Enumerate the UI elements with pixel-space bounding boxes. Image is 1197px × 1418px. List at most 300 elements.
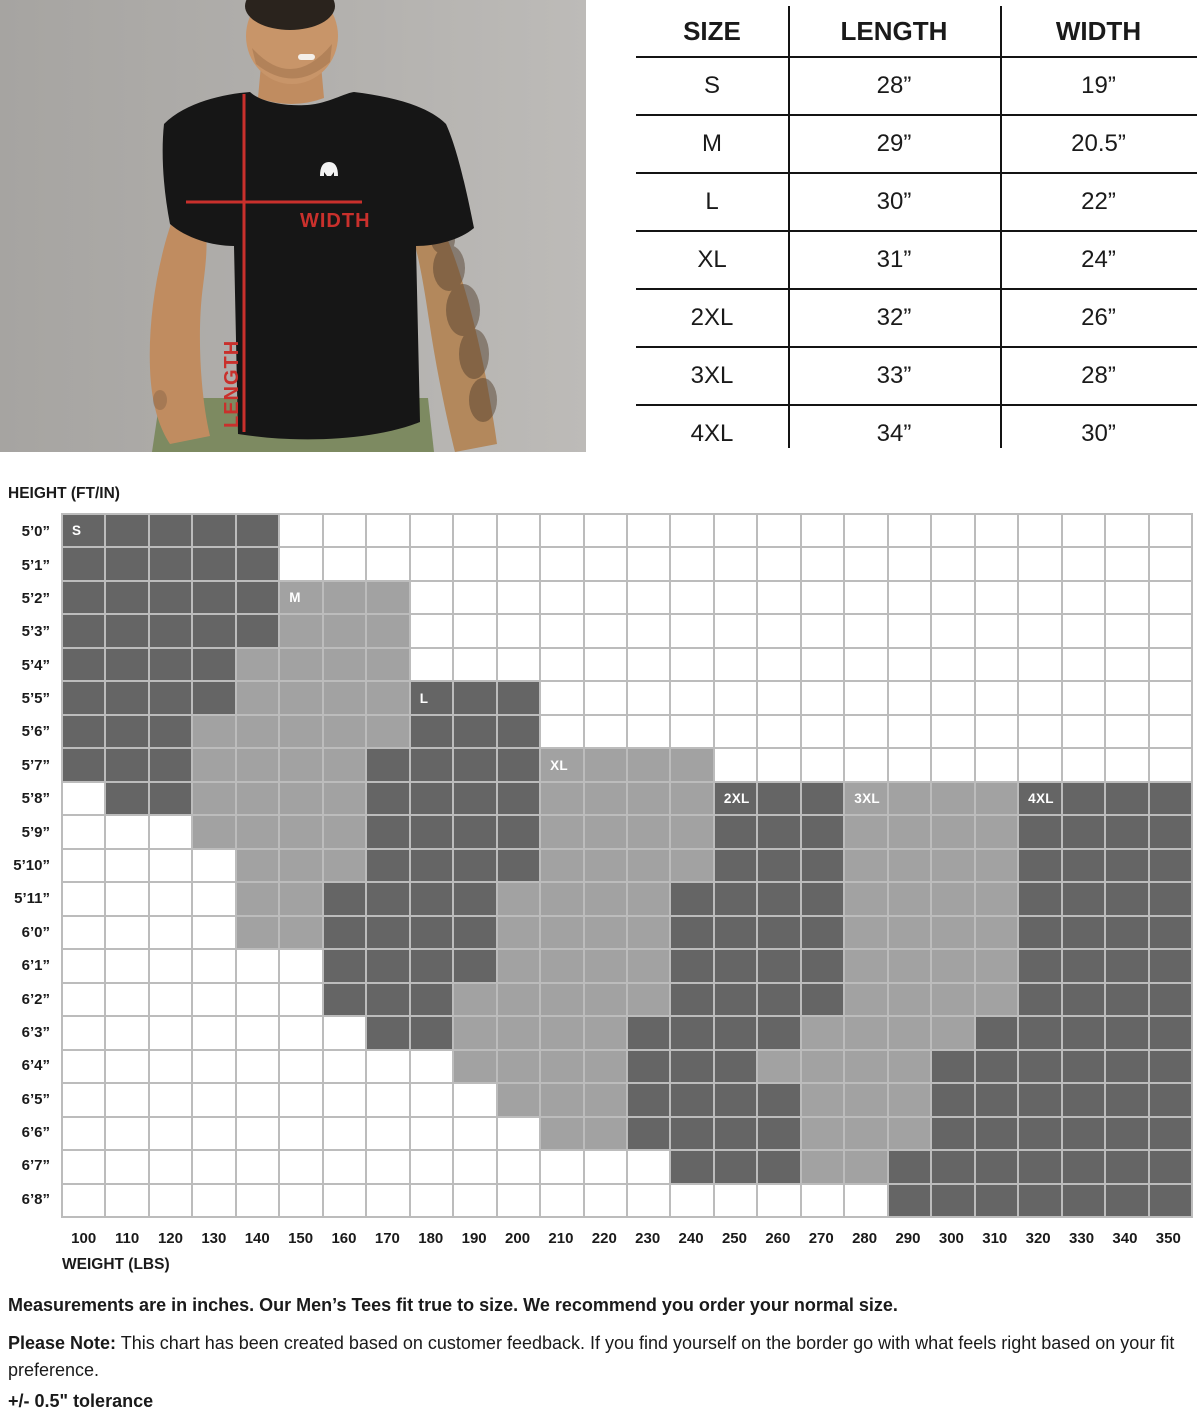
grid-cell — [715, 850, 756, 881]
grid-cell — [411, 749, 452, 780]
grid-cell — [367, 950, 408, 981]
table-row — [636, 172, 1197, 230]
grid-cell — [106, 615, 147, 646]
grid-cell — [932, 1118, 973, 1149]
weight-label: 160 — [331, 1230, 357, 1247]
grid-cell — [628, 1185, 669, 1216]
grid-cell — [280, 1017, 321, 1048]
grid-cell — [454, 1185, 495, 1216]
weight-label: 120 — [157, 1230, 183, 1247]
grid-cell — [585, 682, 626, 713]
grid-cell — [367, 1051, 408, 1082]
height-label: 6’8” — [21, 1190, 50, 1208]
grid-cell — [454, 615, 495, 646]
width-label: WIDTH — [300, 210, 371, 232]
grid-cell — [193, 548, 234, 579]
grid-cell — [585, 816, 626, 847]
grid-cell — [1106, 682, 1147, 713]
grid-cell — [715, 1118, 756, 1149]
grid-cell — [106, 816, 147, 847]
grid-cell — [1063, 749, 1104, 780]
grid-cell — [1150, 615, 1191, 646]
grid-cell — [541, 615, 582, 646]
weight-label: 260 — [765, 1230, 791, 1247]
grid-cell — [802, 548, 843, 579]
grid-cell — [889, 816, 930, 847]
grid-cell — [628, 917, 669, 948]
grid-cell — [280, 950, 321, 981]
product-photo — [0, 0, 586, 452]
grid-cell — [1150, 1051, 1191, 1082]
grid-cell — [193, 816, 234, 847]
grid-cell — [237, 582, 278, 613]
grid-cell — [802, 1118, 843, 1149]
grid-cell — [150, 850, 191, 881]
grid-cell — [1150, 1151, 1191, 1182]
grid-cell — [367, 850, 408, 881]
grid-cell — [324, 548, 365, 579]
grid-cell — [585, 984, 626, 1015]
grid-cell — [889, 615, 930, 646]
grid-cell — [411, 883, 452, 914]
grid-cell — [802, 984, 843, 1015]
grid-cell — [715, 1017, 756, 1048]
grid-cell — [63, 1084, 104, 1115]
grid-cell — [367, 515, 408, 546]
grid-cell — [541, 950, 582, 981]
height-label: 6’0” — [21, 923, 50, 941]
grid-cell — [193, 1017, 234, 1048]
grid-cell — [411, 950, 452, 981]
grid-cell — [454, 816, 495, 847]
grid-cell — [1019, 883, 1060, 914]
weight-label: 200 — [505, 1230, 531, 1247]
grid-cell — [671, 816, 712, 847]
grid-cell — [193, 749, 234, 780]
grid-cell — [63, 1017, 104, 1048]
grid-cell — [889, 515, 930, 546]
grid-cell — [758, 749, 799, 780]
grid-cell — [193, 515, 234, 546]
grid-cell — [498, 783, 539, 814]
grid-cell — [367, 984, 408, 1015]
weight-label: 220 — [591, 1230, 617, 1247]
grid-cell — [324, 1185, 365, 1216]
grid-cell — [1150, 1084, 1191, 1115]
header-cell-width: WIDTH — [1055, 15, 1142, 46]
grid-cell — [671, 682, 712, 713]
grid-cell — [324, 749, 365, 780]
grid-cell — [671, 917, 712, 948]
table-cell: 30” — [876, 188, 912, 215]
grid-cell — [237, 1151, 278, 1182]
grid-cell — [454, 783, 495, 814]
grid-cell — [715, 582, 756, 613]
grid-cell — [237, 984, 278, 1015]
grid-cell — [976, 1118, 1017, 1149]
grid-cell — [1106, 548, 1147, 579]
table-cell: 3XL — [690, 362, 734, 389]
grid-cell — [1063, 1017, 1104, 1048]
grid-cell — [715, 716, 756, 747]
table-cell: 32” — [876, 304, 912, 331]
height-label: 5’1” — [21, 556, 50, 574]
grid-cell — [976, 984, 1017, 1015]
grid-cell — [628, 515, 669, 546]
grid-cell — [106, 984, 147, 1015]
grid-cell — [1150, 1185, 1191, 1216]
grid-cell — [280, 615, 321, 646]
grid-cell — [1019, 1051, 1060, 1082]
grid-cell — [63, 682, 104, 713]
grid-cell — [454, 749, 495, 780]
grid-cell — [585, 850, 626, 881]
height-label: 5’3” — [21, 623, 50, 641]
grid-cell — [1019, 1017, 1060, 1048]
grid-cell — [715, 682, 756, 713]
grid-cell — [758, 1185, 799, 1216]
grid-cell — [671, 950, 712, 981]
grid-cell — [889, 850, 930, 881]
grid-cell — [1150, 582, 1191, 613]
grid-cell — [628, 649, 669, 680]
grid-cell — [671, 515, 712, 546]
grid-cell — [498, 682, 539, 713]
grid-cell — [498, 548, 539, 579]
grid-cell — [280, 649, 321, 680]
grid-cell — [367, 917, 408, 948]
grid-cell — [411, 1017, 452, 1048]
grid-cell — [150, 984, 191, 1015]
grid-cell — [63, 615, 104, 646]
grid-cell — [280, 716, 321, 747]
table-row — [636, 56, 1197, 114]
grid-cell — [280, 917, 321, 948]
grid-cell — [976, 515, 1017, 546]
grid-cell — [106, 649, 147, 680]
grid-cell — [280, 883, 321, 914]
grid-cell — [1063, 783, 1104, 814]
grid-cell — [1063, 917, 1104, 948]
grid-cell — [498, 582, 539, 613]
weight-label: 290 — [895, 1230, 921, 1247]
grid-cell — [454, 515, 495, 546]
height-label: 5’11” — [14, 890, 50, 908]
grid-cell — [1063, 548, 1104, 579]
grid-cell — [498, 950, 539, 981]
grid-cell — [411, 682, 452, 713]
grid-cell — [1150, 984, 1191, 1015]
grid-cell — [1150, 1118, 1191, 1149]
grid-cell — [367, 783, 408, 814]
grid-cell — [1019, 716, 1060, 747]
grid-cell — [237, 682, 278, 713]
grid-cell — [324, 1084, 365, 1115]
grid-cell — [585, 1051, 626, 1082]
grid-cell — [932, 515, 973, 546]
grid-cell — [715, 883, 756, 914]
grid-cell — [976, 883, 1017, 914]
grid-cell — [1019, 816, 1060, 847]
grid-cell — [932, 850, 973, 881]
grid-cell — [628, 1051, 669, 1082]
grid-cell — [106, 682, 147, 713]
height-label: 5’7” — [21, 756, 50, 774]
grid-cell — [628, 1017, 669, 1048]
grid-size-label: 4XL — [1028, 791, 1054, 807]
grid-cell — [976, 1151, 1017, 1182]
grid-cell — [498, 649, 539, 680]
weight-label: 100 — [71, 1230, 97, 1247]
grid-cell — [237, 883, 278, 914]
grid-cell — [280, 783, 321, 814]
grid-cell — [845, 783, 886, 814]
grid-cell — [585, 582, 626, 613]
weight-label: 110 — [114, 1230, 140, 1247]
grid-cell — [758, 682, 799, 713]
grid-cell — [193, 716, 234, 747]
grid-cell — [324, 615, 365, 646]
weight-label: 230 — [635, 1230, 661, 1247]
grid-cell — [585, 1185, 626, 1216]
grid-cell — [932, 883, 973, 914]
table-row — [636, 404, 1197, 462]
grid-cell — [802, 816, 843, 847]
grid-cell — [106, 883, 147, 914]
grid-cell — [324, 1051, 365, 1082]
note-please — [8, 1330, 1188, 1384]
grid-cell — [671, 716, 712, 747]
table-cell: 33” — [876, 362, 912, 389]
grid-cell — [758, 783, 799, 814]
grid-cell — [1019, 582, 1060, 613]
grid-cell — [106, 1185, 147, 1216]
grid-cell — [628, 883, 669, 914]
grid-cell — [1019, 548, 1060, 579]
grid-cell — [193, 1118, 234, 1149]
grid-cell — [932, 649, 973, 680]
grid-cell — [1106, 1017, 1147, 1048]
grid-cell — [889, 1017, 930, 1048]
grid-cell — [932, 716, 973, 747]
grid-cell — [715, 1084, 756, 1115]
grid-cell — [1063, 1185, 1104, 1216]
grid-cell — [845, 816, 886, 847]
grid-cell — [541, 1051, 582, 1082]
grid-cell — [454, 1084, 495, 1115]
table-cell: 22” — [1081, 188, 1116, 215]
grid-cell — [889, 548, 930, 579]
note-please-bold: Please Note: — [8, 1333, 117, 1353]
grid-cell — [671, 548, 712, 579]
grid-cell — [932, 1084, 973, 1115]
grid-cell — [237, 783, 278, 814]
grid-cell — [758, 883, 799, 914]
weight-label: 170 — [374, 1230, 400, 1247]
grid-cell — [1019, 850, 1060, 881]
grid-cell — [976, 548, 1017, 579]
grid-cell — [454, 716, 495, 747]
grid-cell — [1019, 1118, 1060, 1149]
grid-cell — [454, 984, 495, 1015]
grid-cell — [932, 1017, 973, 1048]
grid-cell — [324, 682, 365, 713]
grid-cell — [845, 1084, 886, 1115]
grid-cell — [106, 1017, 147, 1048]
grid-cell — [454, 548, 495, 579]
weight-labels — [63, 1230, 1189, 1247]
grid-cell — [193, 984, 234, 1015]
grid-cell — [1106, 1118, 1147, 1149]
grid-cell — [758, 1084, 799, 1115]
grid-cell — [454, 682, 495, 713]
grid-cell — [1106, 1051, 1147, 1082]
grid-cell — [585, 1118, 626, 1149]
grid-cell — [628, 548, 669, 579]
grid-cell — [541, 816, 582, 847]
grid-cell — [367, 615, 408, 646]
grid-cell — [845, 1051, 886, 1082]
table-cell: 30” — [1081, 420, 1116, 447]
table-cell: 26” — [1081, 304, 1116, 331]
grid-cell — [63, 1151, 104, 1182]
grid-cell — [671, 582, 712, 613]
grid-cell — [498, 816, 539, 847]
weight-label: 340 — [1112, 1230, 1138, 1247]
grid-cell — [976, 1051, 1017, 1082]
grid-cell — [932, 615, 973, 646]
grid-cell — [671, 850, 712, 881]
grid-cell — [802, 1084, 843, 1115]
grid-cell — [889, 749, 930, 780]
grid-cell — [802, 582, 843, 613]
grid-cell — [106, 1051, 147, 1082]
grid-cell — [845, 716, 886, 747]
grid-cell — [1106, 1151, 1147, 1182]
grid-cell — [280, 1185, 321, 1216]
height-label: 5’0” — [21, 523, 50, 541]
grid-cell — [758, 816, 799, 847]
grid-cell — [498, 749, 539, 780]
height-label: 5’2” — [21, 589, 50, 607]
grid-cell — [932, 917, 973, 948]
grid-cell — [411, 984, 452, 1015]
grid-cell — [758, 984, 799, 1015]
grid-cell — [106, 749, 147, 780]
grid-cell — [585, 548, 626, 579]
grid-cell — [498, 1084, 539, 1115]
grid-cell — [1019, 515, 1060, 546]
weight-label: 240 — [678, 1230, 704, 1247]
grid-cell — [671, 1118, 712, 1149]
grid-cell — [411, 850, 452, 881]
grid-cell — [193, 1151, 234, 1182]
grid-cell — [324, 950, 365, 981]
grid-cell — [1106, 883, 1147, 914]
grid-cell — [1106, 783, 1147, 814]
grid-cell — [324, 984, 365, 1015]
grid-cell — [889, 582, 930, 613]
table-divider — [788, 6, 790, 448]
table-cell: M — [702, 130, 722, 157]
grid-cell — [845, 1185, 886, 1216]
grid-cell — [1063, 1051, 1104, 1082]
grid-cell — [758, 716, 799, 747]
grid-cell — [1106, 917, 1147, 948]
grid-cell — [845, 582, 886, 613]
note-tolerance: +/- 0.5" tolerance — [8, 1391, 154, 1411]
grid-cell — [1063, 582, 1104, 613]
grid-cell — [193, 917, 234, 948]
height-label: 5’6” — [21, 723, 50, 741]
table-row — [636, 288, 1197, 346]
height-label: 6’7” — [21, 1157, 50, 1175]
grid-cell — [237, 1118, 278, 1149]
grid-cell — [758, 1151, 799, 1182]
grid-cell — [454, 850, 495, 881]
height-label: 5’9” — [21, 823, 50, 841]
grid-cell — [585, 716, 626, 747]
grid-cell — [932, 816, 973, 847]
grid-cell — [150, 1051, 191, 1082]
grid-cell — [237, 515, 278, 546]
grid-cell — [411, 1151, 452, 1182]
grid-cell — [802, 783, 843, 814]
grid-cell — [1150, 1017, 1191, 1048]
grid-cell — [1150, 749, 1191, 780]
grid-cell — [1106, 984, 1147, 1015]
table-cell: XL — [697, 246, 727, 273]
grid-cell — [63, 783, 104, 814]
grid-cell — [280, 1051, 321, 1082]
grid-cell — [498, 917, 539, 948]
grid-cell — [1150, 548, 1191, 579]
grid-cell — [1019, 1084, 1060, 1115]
grid-cell — [715, 515, 756, 546]
grid-cell — [671, 649, 712, 680]
weight-label: 350 — [1155, 1230, 1181, 1247]
grid-cell — [193, 783, 234, 814]
note-measurements: Measurements are in inches. Our Men’s Tees fit true to size. We recommend you order your normal size. — [8, 1295, 898, 1315]
grid-cell — [150, 548, 191, 579]
grid-cell — [845, 984, 886, 1015]
grid-cell — [454, 917, 495, 948]
grid-cell — [976, 582, 1017, 613]
grid-cell — [758, 515, 799, 546]
grid-cell — [802, 682, 843, 713]
grid-cell — [150, 1118, 191, 1149]
table-cell: 20.5” — [1071, 130, 1126, 157]
grid-cell — [367, 1118, 408, 1149]
grid-cell — [976, 649, 1017, 680]
grid-cell — [802, 917, 843, 948]
grid-cell — [193, 1051, 234, 1082]
grid-cell — [1019, 1185, 1060, 1216]
grid-cell — [889, 1084, 930, 1115]
grid-cell — [1150, 883, 1191, 914]
grid-cell — [541, 1017, 582, 1048]
grid-cell — [411, 515, 452, 546]
grid-cell — [324, 783, 365, 814]
grid-cell — [367, 749, 408, 780]
grid-cell — [1106, 850, 1147, 881]
grid-cell — [715, 984, 756, 1015]
grid-cell — [541, 850, 582, 881]
grid-cell — [845, 950, 886, 981]
grid-size-label: L — [419, 690, 429, 706]
grid-cell — [324, 1017, 365, 1048]
weight-label: 190 — [461, 1230, 487, 1247]
